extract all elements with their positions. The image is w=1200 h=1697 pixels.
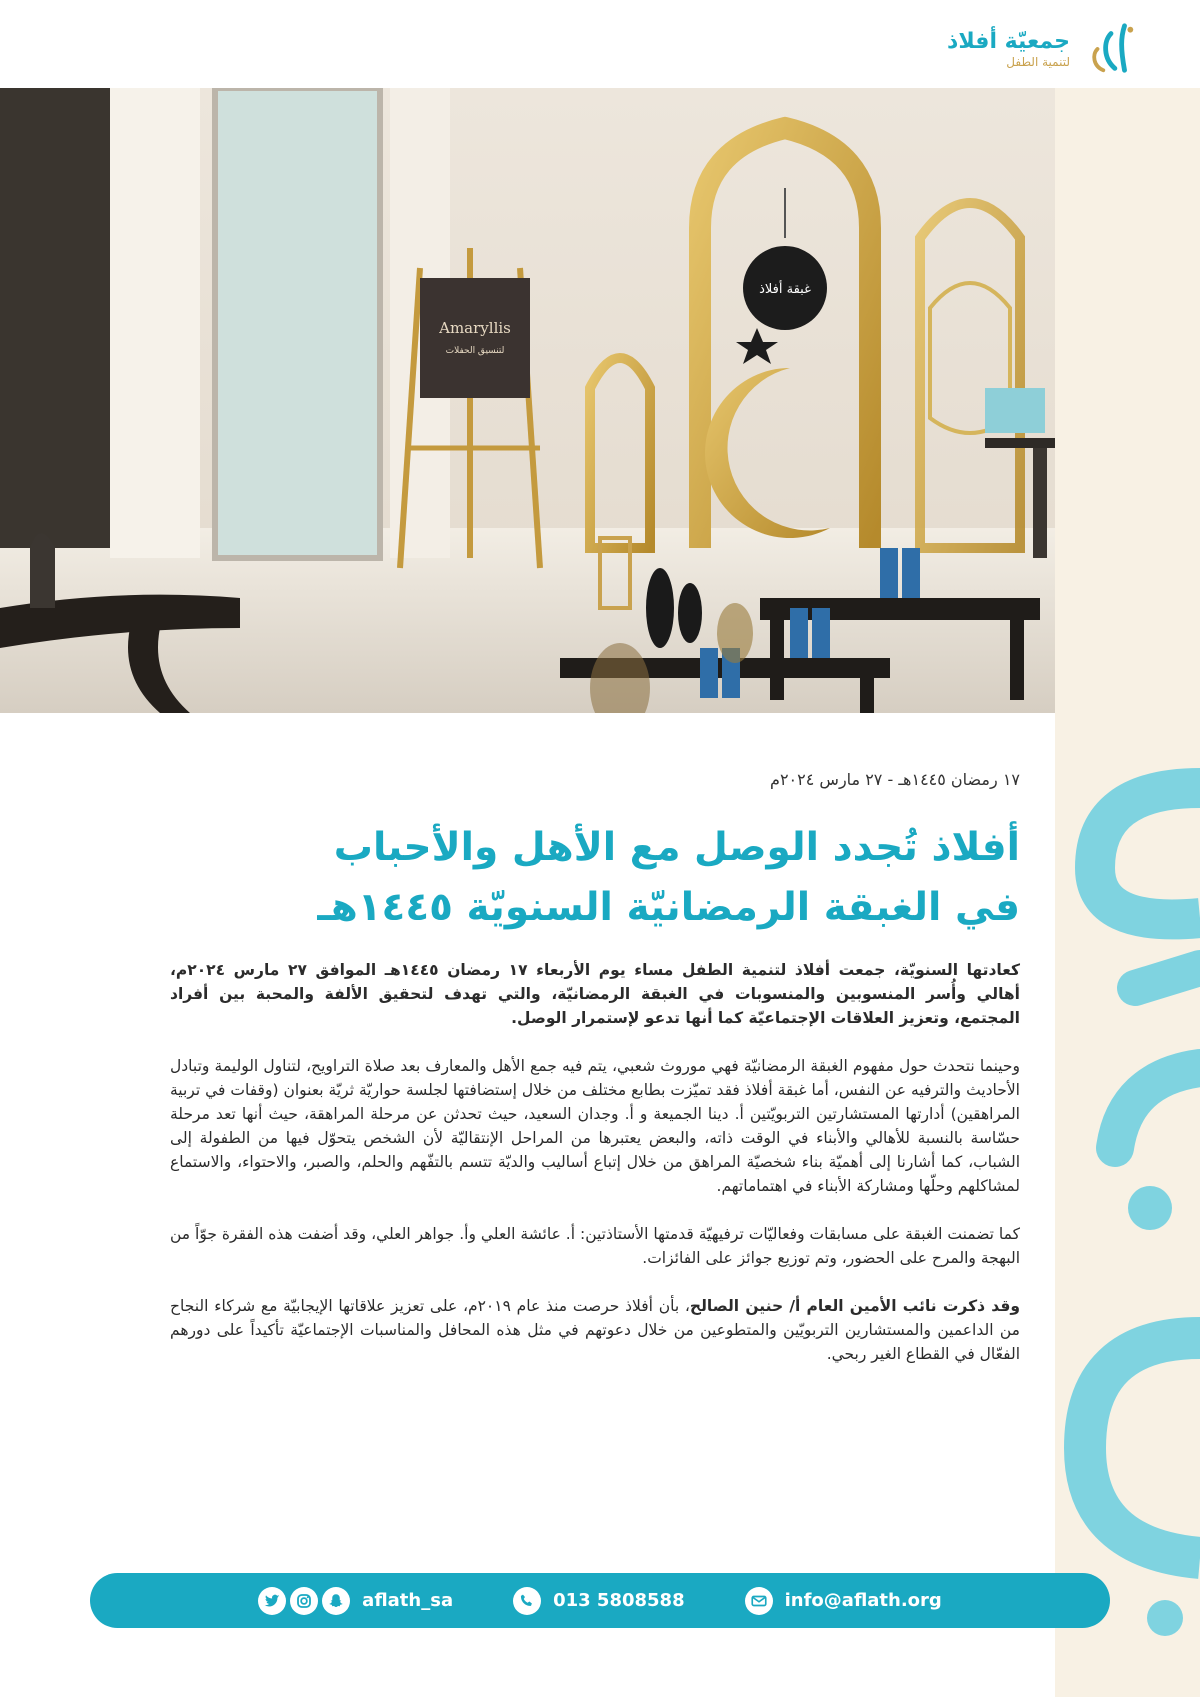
hero-photo <box>0 88 1055 713</box>
footer-social[interactable] <box>258 1587 453 1615</box>
email-icon <box>745 1587 773 1615</box>
paragraph-4-lead: وقد ذكرت نائب الأمين العام أ/ حنين الصالح <box>689 1297 1020 1315</box>
email-address[interactable]: info@aflath.org <box>784 1590 942 1611</box>
org-name: جمعيّة أفلاذ <box>947 28 1070 54</box>
header-logo <box>947 18 1140 80</box>
article-paragraph-1: كعادتها السنويّة، جمعت أفلاذ لتنمية الطفل مساء يوم الأربعاء ١٧ رمضان ١٤٤٥هـ الموافق ٢٧ مارس ٢٠٢٤م، أهالي وأُسر المنسوبين والمنسوبات في الغبقة الرمضانيّة، والتي تهدف لتحقيق الألفة والمحبة بين أفراد المجتمع، وتعزيز العلاقات الإجتماعيّة كما أنها تدعو لإستمرار الوصل. <box>170 961 1021 1027</box>
article-title <box>170 818 1020 938</box>
article-paragraph-3: كما تضمنت الغبقة على مسابقات وفعاليّات ترفيهيّة قدمتها الأستاذتين: أ. عائشة العلي وأ. جواهر العلي، وقد أضفت هذه الفقرة جوّاً من البهجة والمرح على الحضور، وتم توزيع جوائز على الفائزات. <box>170 1225 1020 1267</box>
snapchat-icon[interactable] <box>322 1587 350 1615</box>
paragraph-4-rest: ، بأن أفلاذ حرصت منذ عام ٢٠١٩م، على تعزيز علاقاتها الإيجابيّة مع شركاء النجاح من الداعمين والمستشارين التربويّين والمتطوعين من خلال دعوتهم في مثل هذه المحافل والمناسبات الإجتماعيّة تأكيداً على دورهم الفعّال في القطاع الغير ربحي. <box>170 1297 1020 1363</box>
article-title-line1: أفلاذ تُجدد الوصل مع الأهل والأحباب <box>333 825 1020 870</box>
org-tagline: لتنمية الطفل <box>1006 55 1070 69</box>
footer-email[interactable] <box>745 1587 942 1615</box>
hanging-sign-text: غبقة أفلاذ <box>759 282 811 297</box>
calligraphy-decoration-icon <box>1055 88 1200 1697</box>
decorative-strip <box>1055 88 1200 1697</box>
twitter-icon[interactable] <box>258 1587 286 1615</box>
aflath-logo-icon <box>1082 20 1140 78</box>
article-paragraph-4 <box>170 1294 1020 1366</box>
social-handle[interactable]: aflath_sa <box>362 1590 454 1611</box>
phone-icon <box>513 1587 541 1615</box>
phone-number[interactable]: 013 5808588 <box>553 1590 685 1611</box>
footer-phone[interactable] <box>513 1587 685 1615</box>
article <box>170 770 1020 1390</box>
footer-contact-bar <box>90 1573 1110 1628</box>
easel-brand: Amaryllis <box>439 319 511 337</box>
article-paragraph-2: وحينما نتحدث حول مفهوم الغبقة الرمضانيّة فهي موروث شعبي، يتم فيه جمع الأهل والمعارف بعد صلاة التراويح، لتناول الوليمة وتبادل الأحاديث والترفيه عن النفس، أما غبقة أفلاذ فقد تميّزت بطابع مختلف من خلال إستضافتها لجلسة حواريّة ثريّة بعنوان (وقفات في تربية المراهقين) أدارتها المستشارتين التربويّتين أ. دينا الجميعة و أ. وجدان السعيد، حيث تحدثن عن مرحلة المراهقة، حيث أنها تعد مرحلة حسّاسة بالنسبة للأهالي والأبناء في الوقت ذاته، والبعض يعتبرها من المراحل الإنتقاليّة لأن الشخص يتحوّل فيها من الطفولة إلى الشباب، كما أشارنا إلى أهميّة بناء شخصيّة المراهق من خلال إتباع أساليب والديّة تتسم بالتفّهم والحلم، والصبر، والاحتواء، والاستماع لمشاكلهم وحلّها ومشاركة الأبناء في اهتماماتهم. <box>170 1057 1020 1195</box>
article-title-line2: في الغبقة الرمضانيّة السنويّة ١٤٤٥هـ <box>317 885 1020 930</box>
easel-subtitle: لتنسيق الحفلات <box>445 346 505 356</box>
article-date: ١٧ رمضان ١٤٤٥هـ - ٢٧ مارس ٢٠٢٤م <box>770 770 1020 789</box>
instagram-icon[interactable] <box>290 1587 318 1615</box>
